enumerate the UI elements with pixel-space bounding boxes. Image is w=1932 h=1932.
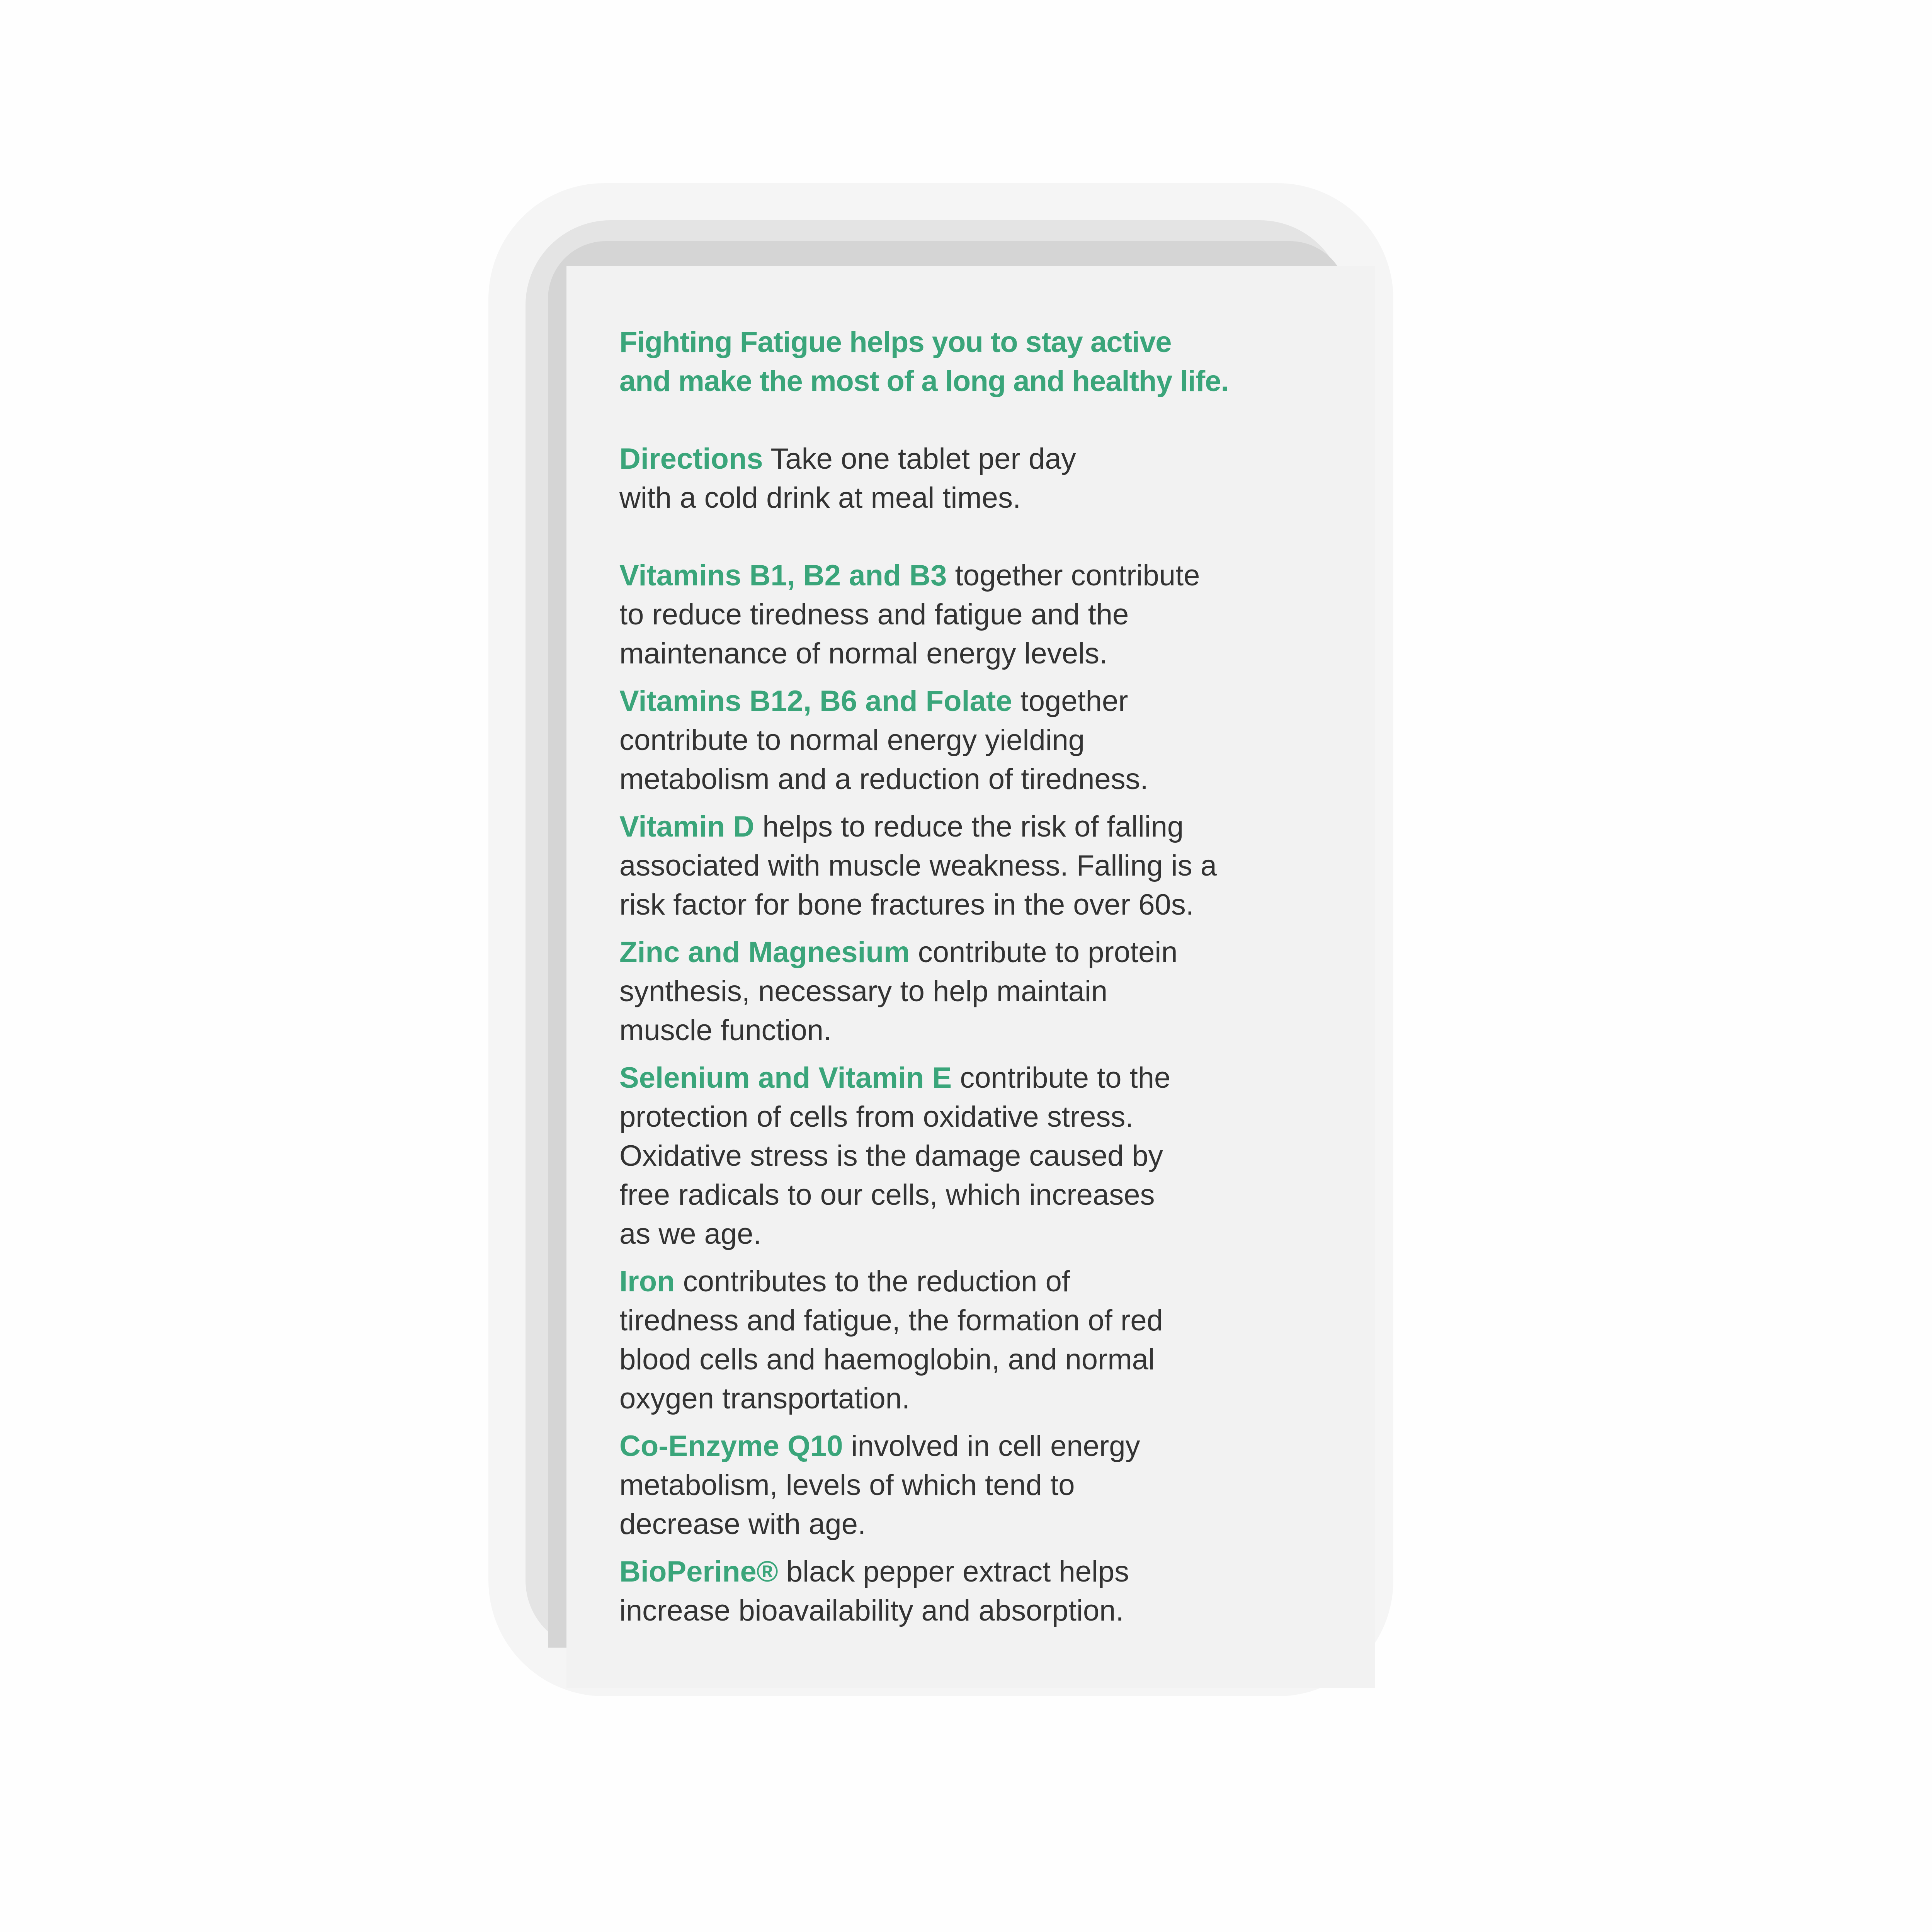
ingredient-text: contribute to protein synthesis, necessary to help maintain muscle function. [619,936,1178,1047]
ingredient-paragraph [619,556,1354,673]
tagline-heading: Fighting Fatigue helps you to stay active and make the most of a long and healthy life. [619,326,1229,398]
ingredient-paragraph [619,1262,1354,1418]
ingredient-label: Vitamins B1, B2 and B3 [619,559,947,592]
ingredient-text: black pepper extract helps increase bioavailability and absorption. [619,1555,1129,1627]
ingredient-label: Co-Enzyme Q10 [619,1430,843,1463]
ingredient-text: contribute to the protection of cells from oxidative stress. Oxidative stress is the damage caused by free radicals to our cells, which increases as we age. [619,1061,1171,1250]
ingredient-label: BioPerine® [619,1555,778,1588]
ingredient-paragraph [619,1058,1354,1253]
directions-paragraph [619,439,1354,517]
directions-label: Directions [619,442,763,475]
ingredient-text: contributes to the reduction of tiredness and fatigue, the formation of red blood cells and haemoglobin, and normal oxygen transportation. [619,1265,1163,1415]
ingredient-label: Selenium and Vitamin E [619,1061,952,1094]
ingredient-label: Iron [619,1265,675,1298]
ingredient-text: together contribute to reduce tiredness and fatigue and the maintenance of normal energy levels. [619,559,1200,670]
ingredient-text: involved in cell energy metabolism, levels of which tend to decrease with age. [619,1430,1140,1541]
directions-text: Take one tablet per day with a cold drink at meal times. [619,442,1076,514]
ingredient-label: Vitamin D [619,810,755,843]
ingredient-label: Zinc and Magnesium [619,936,910,969]
label-content [619,323,1354,1639]
ingredient-paragraph [619,1427,1354,1544]
ingredient-paragraph [619,933,1354,1050]
ingredient-paragraph [619,1552,1354,1630]
ingredient-text: together contribute to normal energy yielding metabolism and a reduction of tiredness. [619,685,1148,796]
ingredient-text: helps to reduce the risk of falling associated with muscle weakness. Falling is a risk factor for bone fractures in the over 60s. [619,810,1217,921]
ingredient-paragraph [619,807,1354,924]
ingredient-paragraph [619,682,1354,799]
ingredient-label: Vitamins B12, B6 and Folate [619,685,1012,718]
